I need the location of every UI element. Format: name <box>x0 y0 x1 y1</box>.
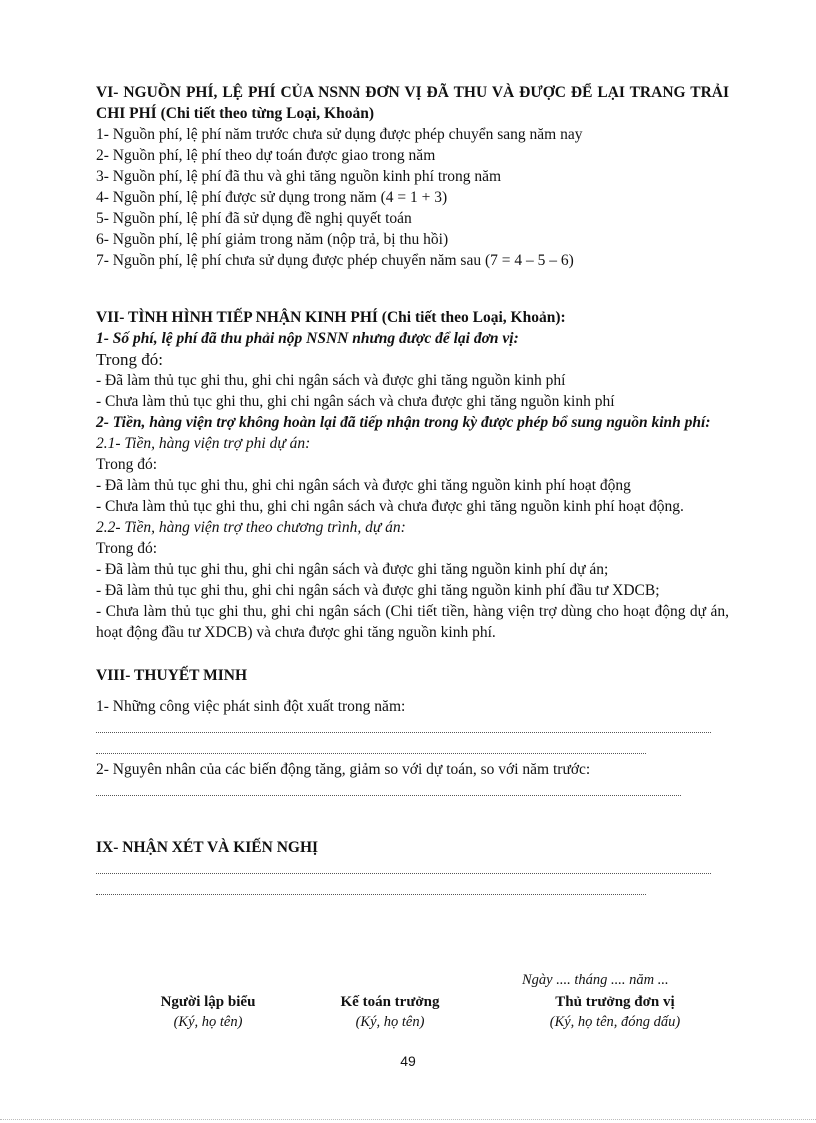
section-7-sub-2-2: 2.2- Tiền, hàng viện trợ theo chương trình, dự án: <box>96 519 406 536</box>
section-9-title: IX- NHẬN XÉT VÀ KIẾN NGHỊ <box>96 839 319 856</box>
accountant-note: (Ký, họ tên) <box>355 1014 425 1030</box>
section-7-item: - Chưa làm thủ tục ghi thu, ghi chi ngân sách và chưa được ghi tăng nguồn kinh phí hoạt động. <box>96 498 684 515</box>
section-7-item: - Chưa làm thủ tục ghi thu, ghi chi ngân sách (Chi tiết tiền, hàng viện trợ dùng cho hoạt động dự án, hoạt động đầu tư XDCB) và chưa được ghi tăng nguồn kinh phí. <box>96 603 729 641</box>
section-6-item: 5- Nguồn phí, lệ phí đã sử dụng đề nghị quyết toán <box>96 210 412 227</box>
accountant-title: Kế toán trưởng <box>340 994 440 1010</box>
section-7-sub-2: 2- Tiền, hàng viện trợ không hoàn lại đã tiếp nhận trong kỳ được phép bổ sung nguồn kinh phí: <box>96 414 711 431</box>
dotted-fill-line <box>96 780 681 801</box>
in-which-label: Trong đó: <box>96 540 158 557</box>
dotted-fill-line <box>96 738 646 759</box>
section-6-item: 3- Nguồn phí, lệ phí đã thu và ghi tăng nguồn kinh phí trong năm <box>96 168 502 185</box>
signature-preparer <box>128 992 288 1032</box>
section-7-item: - Đã làm thủ tục ghi thu, ghi chi ngân sách và được ghi tăng nguồn kinh phí hoạt động <box>96 477 631 494</box>
dotted-fill-line <box>96 717 711 738</box>
in-which-label: Trong đó: <box>96 456 158 473</box>
in-which-label: Trong đó: <box>96 350 163 369</box>
head-title: Thủ trưởng đơn vị <box>555 994 675 1010</box>
signature-head <box>520 992 710 1032</box>
section-7-item: - Chưa làm thủ tục ghi thu, ghi chi ngân sách và chưa được ghi tăng nguồn kinh phí <box>96 393 615 410</box>
document-page <box>96 82 729 900</box>
section-7-item: - Đã làm thủ tục ghi thu, ghi chi ngân sách và được ghi tăng nguồn kinh phí <box>96 372 566 389</box>
footer-divider <box>0 1119 816 1120</box>
section-8-question-2: 2- Nguyên nhân của các biến động tăng, giảm so với dự toán, so với năm trước: <box>96 761 591 778</box>
preparer-note: (Ký, họ tên) <box>173 1014 243 1030</box>
section-7-title: VII- TÌNH HÌNH TIẾP NHẬN KINH PHÍ (Chi tiết theo Loại, Khoản): <box>96 309 566 326</box>
signature-date: Ngày .... tháng .... năm ... <box>522 972 669 988</box>
section-6-item: 7- Nguồn phí, lệ phí chưa sử dụng được phép chuyển năm sau (7 = 4 – 5 – 6) <box>96 252 574 269</box>
section-7-item: - Đã làm thủ tục ghi thu, ghi chi ngân sách và được ghi tăng nguồn kinh phí dự án; <box>96 561 609 578</box>
section-6-item: 6- Nguồn phí, lệ phí giảm trong năm (nộp trả, bị thu hồi) <box>96 231 449 248</box>
signature-accountant <box>310 992 470 1032</box>
section-7-sub-2-1: 2.1- Tiền, hàng viện trợ phi dự án: <box>96 435 311 452</box>
dotted-fill-line <box>96 879 646 900</box>
preparer-title: Người lập biểu <box>160 994 256 1010</box>
page-number: 49 <box>400 1053 416 1069</box>
section-8-question-1: 1- Những công việc phát sinh đột xuất trong năm: <box>96 698 406 715</box>
section-8-title: VIII- THUYẾT MINH <box>96 667 248 684</box>
section-6-item: 4- Nguồn phí, lệ phí được sử dụng trong năm (4 = 1 + 3) <box>96 189 448 206</box>
section-6-item: 1- Nguồn phí, lệ phí năm trước chưa sử dụng được phép chuyển sang năm nay <box>96 126 583 143</box>
section-6-title: VI- NGUỒN PHÍ, LỆ PHÍ CỦA NSNN ĐƠN VỊ ĐÃ THU VÀ ĐƯỢC ĐỂ LẠI TRANG TRẢI CHI PHÍ (Chi tiết theo từng Loại, Khoản) <box>96 84 729 122</box>
section-6-item: 2- Nguồn phí, lệ phí theo dự toán được giao trong năm <box>96 147 436 164</box>
head-note: (Ký, họ tên, đóng dấu) <box>549 1014 681 1030</box>
section-7-item: - Đã làm thủ tục ghi thu, ghi chi ngân sách và được ghi tăng nguồn kinh phí đầu tư XDCB; <box>96 582 660 599</box>
dotted-fill-line <box>96 858 711 879</box>
section-7-sub-1: 1- Số phí, lệ phí đã thu phải nộp NSNN nhưng được để lại đơn vị: <box>96 330 519 347</box>
